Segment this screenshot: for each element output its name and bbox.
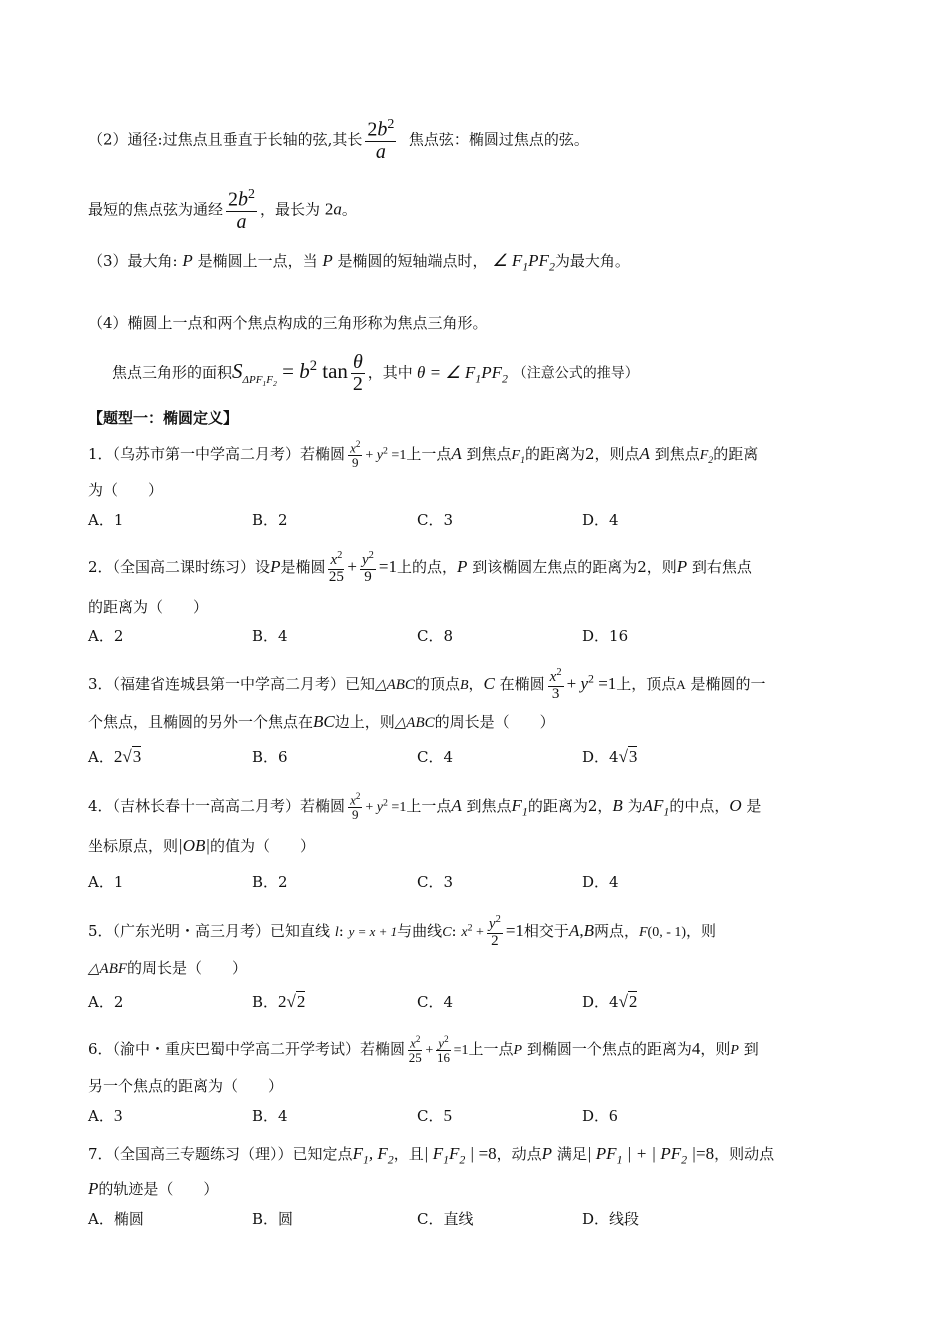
- option-d[interactable]: D．6: [582, 1106, 618, 1125]
- question-4: 4．（吉林长春十一高高二月考）若椭圆 $\frac{x^2}{9}$ + $y^2 =1$上一点A 到焦点$F_1$的距离为2，B 为$AF_1$的中点，O 是: [88, 791, 762, 822]
- question-2-line2: 的距离为（ ）: [88, 598, 209, 616]
- option-d[interactable]: D．4√3: [582, 747, 638, 766]
- option-d[interactable]: D．4: [582, 873, 619, 891]
- math-angle-F1PF2: ∠ $F_1PF_2$: [492, 251, 555, 274]
- item3-line: （3）最大角: P 是椭圆上一点，当 P 是椭圆的短轴端点时， ∠ $F_1PF_2$为最大角。: [88, 251, 630, 274]
- option-d[interactable]: D．16: [582, 627, 629, 645]
- option-c[interactable]: C．4: [417, 993, 454, 1011]
- item3-text: （3）最大角:: [88, 252, 178, 270]
- question-3: 3．（福建省连城县第一中学高二月考）已知△ABC的顶点B，C 在椭圆 $\frac{x^2}{3}$ + $y^2 =1$上，顶点A 是椭圆的一: [88, 667, 766, 702]
- longest-text: ，最长为: [260, 200, 321, 219]
- option-b[interactable]: B．4: [252, 1107, 288, 1125]
- question-4-line2: 坐标原点，则|OB|的值为（ ）: [88, 836, 316, 855]
- option-c[interactable]: C．3: [417, 873, 454, 891]
- note-text: （注意公式的推导）: [512, 365, 639, 382]
- item2-line2: [88, 188, 870, 233]
- question-1-line2: 为（ ）: [88, 481, 164, 499]
- question-5: 5．（广东光明・高三月考）已知直线 l: y = x + 1与曲线C: $x^2$ + $\frac{y^2}{2}$ =1相交于A,B两点，F(0, - 1)，则: [88, 914, 717, 949]
- question-7: 7．（全国高三专题练习（理））已知定点$F_1$, $F_2$，且| $F_1F_2$ | =8，动点P 满足| $PF_1$ | + | $PF_2$ |=8，则动点: [88, 1144, 775, 1167]
- math-area-formula: $S_{\Delta PF_1F_2}$: [232, 358, 277, 388]
- area-text: 焦点三角形的面积: [112, 363, 233, 382]
- fraction-2b2-over-a: $\frac{2b^2}{a}$: [367, 117, 395, 163]
- item2-text: （2）通径:过焦点且垂直于长轴的弦,其长: [88, 130, 363, 149]
- item4-text: （4）椭圆上一点和两个焦点构成的三角形称为焦点三角形。: [88, 314, 488, 332]
- option-c[interactable]: C．直线: [417, 1210, 474, 1228]
- where-text: ，其中: [367, 363, 413, 382]
- question-3-line2: 个焦点，且椭圆的另外一个焦点在BC边上，则△ABC的周长是（ ）: [88, 712, 555, 731]
- option-b[interactable]: B．4: [252, 627, 288, 645]
- math-P: P: [182, 251, 193, 270]
- fraction-theta-over-2: $\frac{\theta}{2}$: [352, 351, 363, 395]
- math-2a: 2a: [324, 199, 342, 219]
- item4-line: [88, 312, 870, 334]
- option-d[interactable]: D．线段: [582, 1210, 640, 1228]
- item2-focal-chord-text: 焦点弦：椭圆过焦点的弦。: [408, 130, 589, 149]
- option-c[interactable]: C．4: [417, 748, 454, 766]
- option-c[interactable]: C．5: [417, 1106, 452, 1125]
- option-c[interactable]: C．8: [417, 627, 454, 645]
- shortest-chord-text: 最短的焦点弦为通经: [88, 200, 224, 219]
- option-a[interactable]: A．3: [88, 1106, 123, 1125]
- option-b[interactable]: B．圆: [252, 1210, 294, 1228]
- option-a[interactable]: A．1: [88, 511, 124, 529]
- option-a[interactable]: A．2: [88, 993, 124, 1011]
- question-6-line2: 另一个焦点的距离为（ ）: [88, 1077, 284, 1095]
- option-c[interactable]: C．3: [417, 511, 454, 529]
- option-a[interactable]: A．2: [88, 627, 124, 645]
- question-stem: （乌苏市第一中学高二月考）若椭圆: [112, 444, 346, 463]
- section-heading: 【题型一：椭圆定义】: [88, 409, 239, 427]
- question-6: 6．（渝中・重庆巴蜀中学高二开学考试）若椭圆 $\frac{x^2}{25}$ + $\frac{y^2}{16}$ =1上一点P 到椭圆一个焦点的距离为4，则P 到: [88, 1034, 759, 1065]
- item4-area-line: 焦点三角形的面积$S_{\Delta PF_1F_2} = b^2$ tan $\frac{\theta}{2}$ ，其中 θ = ∠ $F_1PF_2$ （注意公式的推导）: [112, 351, 639, 395]
- option-d[interactable]: D．4√2: [582, 992, 638, 1011]
- item2-line: [88, 118, 870, 163]
- option-a[interactable]: A．椭圆: [88, 1210, 144, 1228]
- option-a[interactable]: A．1: [88, 873, 124, 891]
- question-1: 1．（乌苏市第一中学高二月考）若椭圆 $\frac{x^2}{9}$ + $y^2 =1$上一点A 到焦点$F_1$的距离为2，则点A 到焦点$F_2$的距离: [88, 439, 759, 470]
- item3-text-c: 是椭圆的短轴端点时，: [337, 252, 488, 270]
- option-b[interactable]: B．2: [252, 873, 288, 891]
- question-number: 1．: [88, 444, 113, 463]
- item3-text-d: 为最大角。: [554, 252, 630, 270]
- fraction-2b2-over-a: $\frac{2b^2}{a}$: [228, 187, 256, 233]
- item3-text-b: 是椭圆上一点，当: [197, 252, 318, 270]
- option-b[interactable]: B．6: [252, 748, 288, 766]
- option-d[interactable]: D．4: [582, 511, 619, 529]
- option-b[interactable]: B．2: [252, 511, 288, 529]
- period: 。: [341, 200, 357, 219]
- math-theta-def: θ = ∠ $F_1PF_2$: [412, 362, 508, 385]
- question-5-line2: △ABF的周长是（ ）: [88, 959, 248, 977]
- question-7-line2: P的轨迹是（ ）: [88, 1179, 219, 1198]
- question-2: 2．（全国高二课时练习）设P是椭圆 $\frac{x^2}{25}$ + $\frac{y^2}{9}$ =1上的点，P 到该椭圆左焦点的距离为2，则P 到右焦点: [88, 550, 752, 585]
- option-a[interactable]: A．2√3: [88, 747, 142, 766]
- option-b[interactable]: B．2√2: [252, 992, 306, 1011]
